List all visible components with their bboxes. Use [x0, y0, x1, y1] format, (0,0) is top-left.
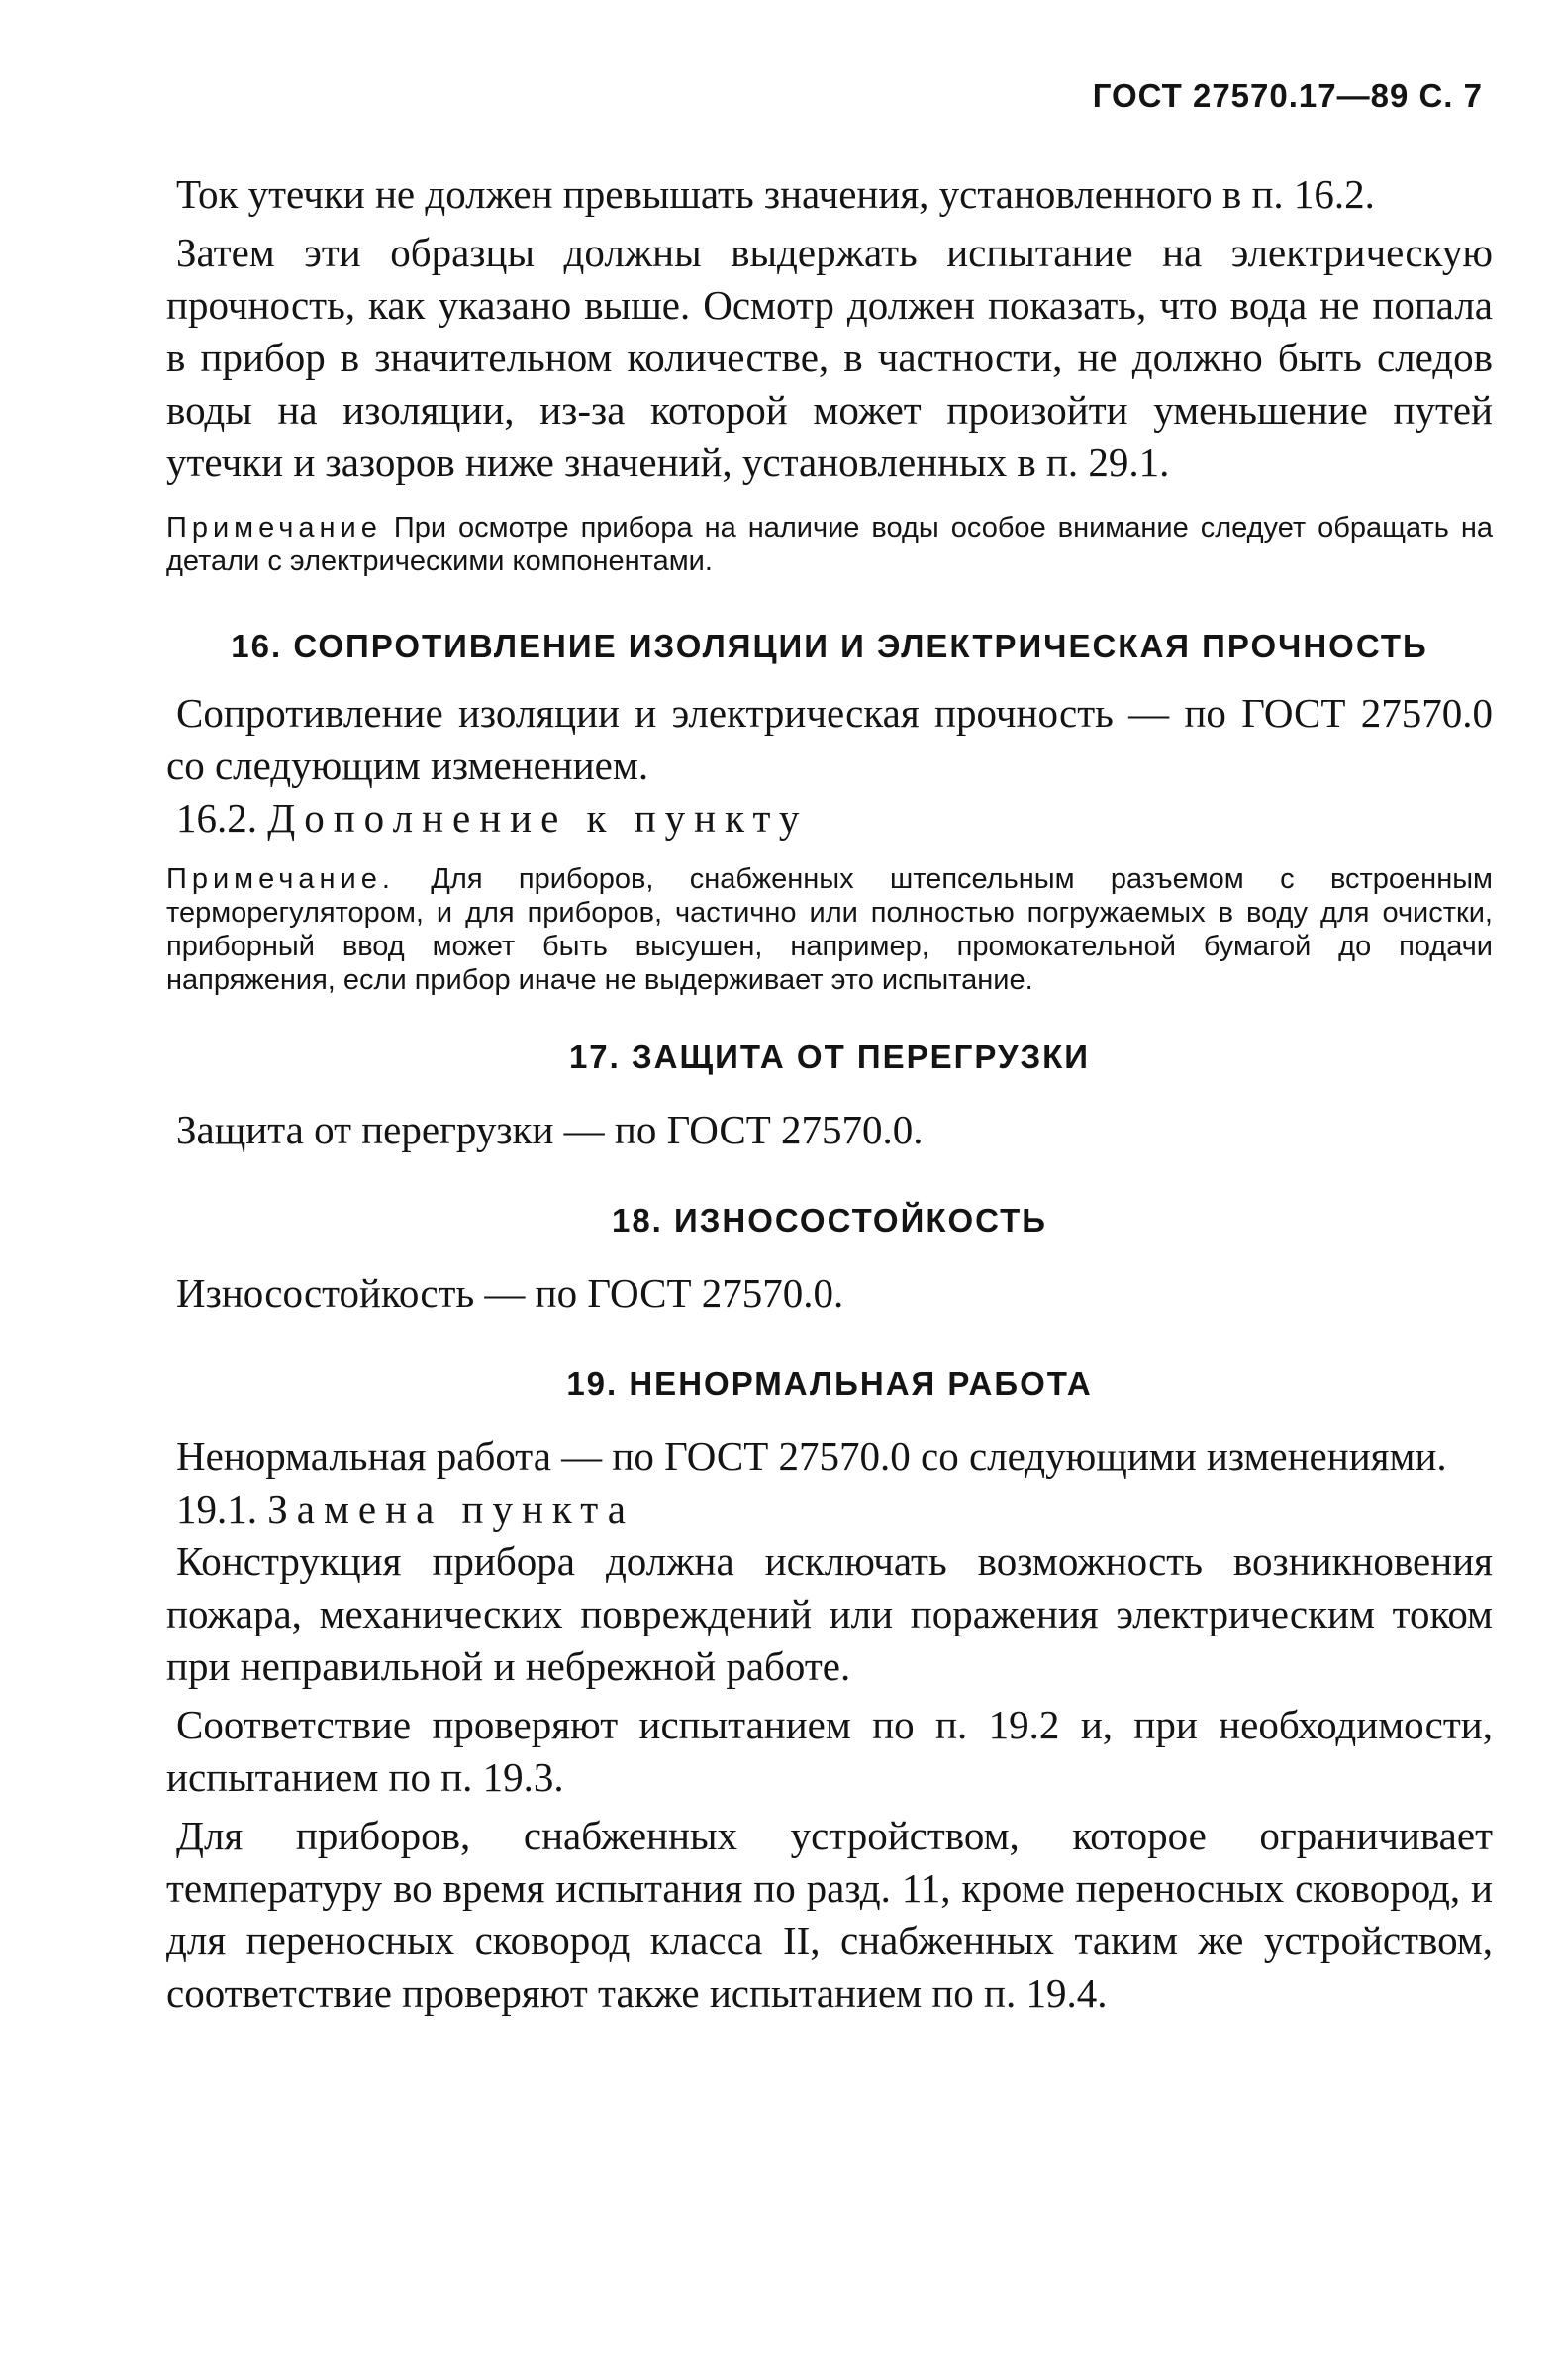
note-text: Для приборов, снабженных штепсельным разъемом с встроенным терморегулятором, и для приборов, частично или полностью погружаемых в воду для очистки, приборный ввод может быть высушен, например, промокательной бумагой до подачи напряжения, если прибор иначе не выдерживает это испытание. — [166, 863, 1493, 996]
subsection-16-2 — [166, 792, 1493, 844]
subsection-number: 19.1. — [176, 1486, 257, 1532]
note-label: Примечание — [166, 512, 382, 544]
paragraph-section-17: Защита от перегрузки — по ГОСТ 27570.0. — [176, 1107, 924, 1152]
paragraph-electric-strength-check: Затем эти образцы должны выдержать испытание на электрическую прочность, как указано выше. Осмотр должен показать, что вода не попала в прибор в значительном количестве, в частности, не должно быть следов воды на изоляции, из-за которой может произойти уменьшение путей утечки и зазоров ниже значений, установленных в п. 29.1. — [166, 230, 1493, 485]
paragraph-section-19: Ненормальная работа — по ГОСТ 27570.0 со следующими изменениями. — [176, 1434, 1447, 1479]
paragraph-section-16: Сопротивление изоляции и электрическая прочность — по ГОСТ 27570.0 со следующим изменением. — [166, 690, 1493, 788]
page-header: ГОСТ 27570.17—89 С. 7 — [1092, 77, 1483, 114]
section-heading-17: 17. ЗАЩИТА ОТ ПЕРЕГРУЗКИ — [568, 1039, 1091, 1075]
note-label: Примечание. — [166, 863, 395, 895]
paragraph-temperature-limiter: Для приборов, снабженных устройством, которое ограничивает температуру во время испытания по разд. 11, кроме переносных сковород, и для переносных сковород класса II, снабженных таким же устройством, соответствие проверяют также испытанием по п. 19.4. — [166, 1813, 1493, 2016]
note-plug-drying — [166, 862, 1493, 997]
page-body — [166, 168, 1493, 2020]
subsection-title: Дополнение к пункту — [267, 795, 809, 841]
section-heading-19: 19. НЕНОРМАЛЬНАЯ РАБОТА — [566, 1365, 1093, 1402]
note-water-inspection — [166, 511, 1493, 578]
subsection-19-1 — [166, 1483, 1493, 1536]
paragraph-compliance-check: Соответствие проверяют испытанием по п. 19.2 и, при необходимости, испытанием по п. 19.3. — [166, 1702, 1493, 1800]
paragraph-design-requirement: Конструкция прибора должна исключать возможность возникновения пожара, механических повреждений или поражения электрическим током при неправильной и небрежной работе. — [166, 1538, 1493, 1689]
section-heading-18: 18. ИЗНОСОСТОЙКОСТЬ — [611, 1202, 1048, 1239]
section-heading-16: 16. СОПРОТИВЛЕНИЕ ИЗОЛЯЦИИ И ЭЛЕКТРИЧЕСКАЯ ПРОЧНОСТЬ — [231, 628, 1428, 664]
subsection-number: 16.2. — [176, 795, 257, 841]
paragraph-section-18: Износостойкость — по ГОСТ 27570.0. — [176, 1270, 844, 1316]
note-text: При осмотре прибора на наличие воды особое внимание следует обращать на детали с электрическими компонентами. — [166, 512, 1493, 577]
paragraph-leakage-current: Ток утечки не должен превышать значения, установленного в п. 16.2. — [176, 171, 1375, 217]
subsection-title: Замена пункта — [267, 1486, 635, 1532]
